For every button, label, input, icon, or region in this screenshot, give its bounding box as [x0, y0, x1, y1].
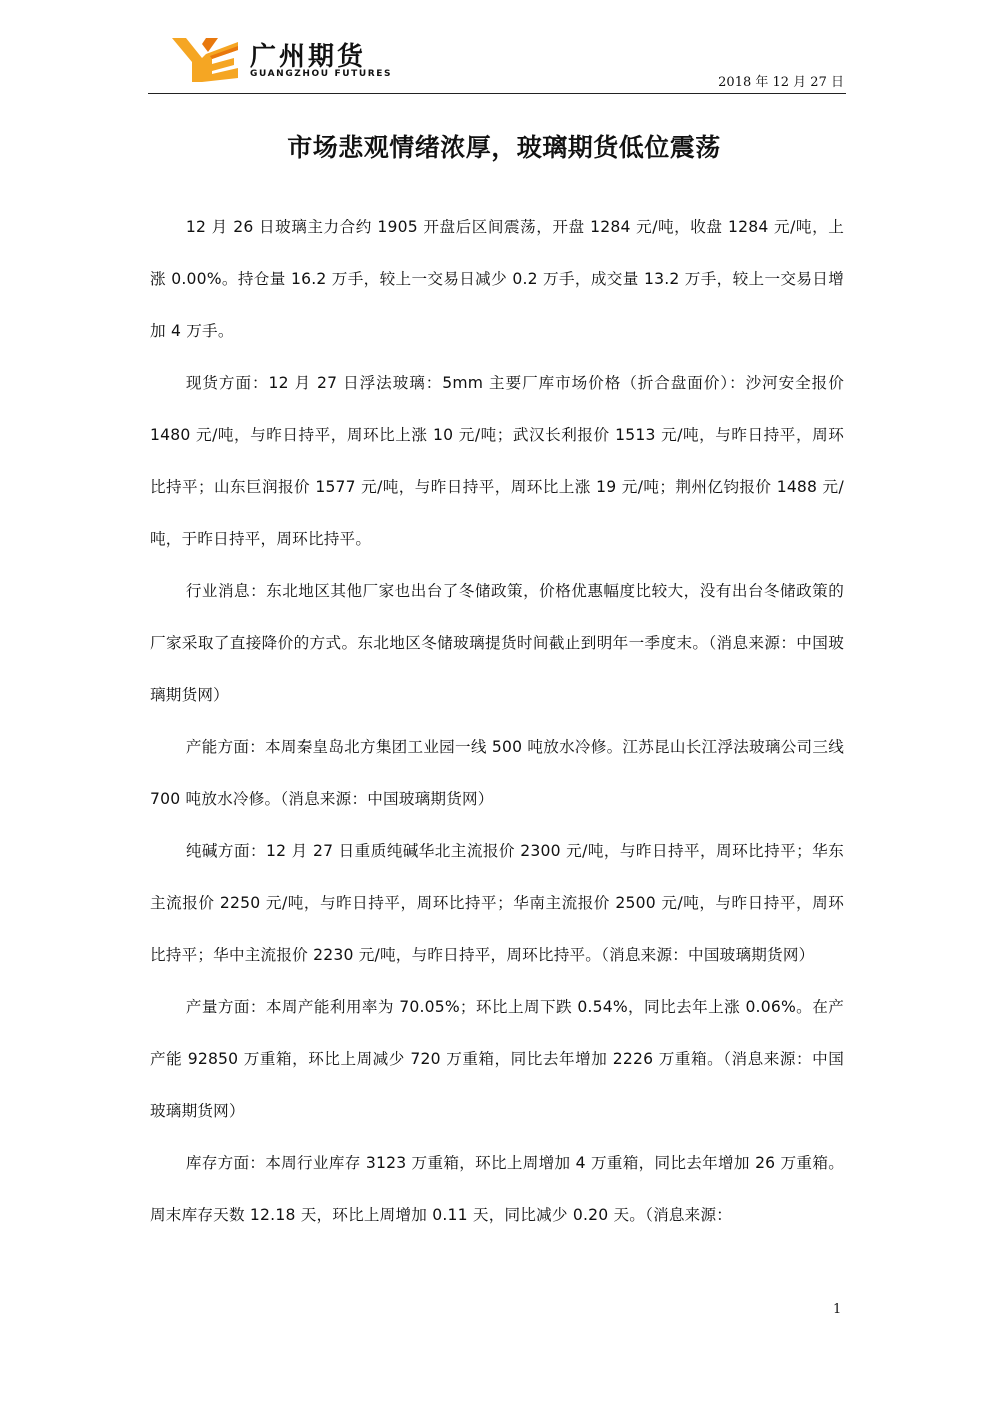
paragraph-soda-ash: 纯碱方面：12 月 27 日重质纯碱华北主流报价 2300 元/吨，与昨日持平，周环比持平；华东主流报价 2250 元/吨，与昨日持平，周环比持平；华南主流报价 2500 元/吨，与昨日持平，周环比持平；华中主流报价 2230 元/吨，与昨日持平，周环比持平。（消息来源：中国玻璃期货网） — [150, 842, 844, 964]
header-divider — [148, 93, 846, 94]
brand-name-chinese: 广州期货 — [250, 42, 367, 72]
paragraph-industry-news: 行业消息：东北地区其他厂家也出台了冬储政策，价格优惠幅度比较大，没有出台冬储政策的厂家采取了直接降价的方式。东北地区冬储玻璃提货时间截止到明年一季度末。（消息来源：中国玻璃期货网） — [150, 582, 844, 704]
paragraph-inventory: 库存方面：本周行业库存 3123 万重箱，环比上周增加 4 万重箱，同比去年增加 26 万重箱。周末库存天数 12.18 天，环比上周增加 0.11 天，同比减少 0.20 天。（消息来源： — [150, 1154, 844, 1224]
report-date: 2018 年 12 月 27 日 — [718, 75, 844, 90]
paragraph-capacity: 产能方面：本周秦皇岛北方集团工业园一线 500 吨放水冷修。江苏昆山长江浮法玻璃公司三线 700 吨放水冷修。（消息来源：中国玻璃期货网） — [150, 738, 844, 808]
guangzhou-futures-logo-icon — [172, 38, 238, 82]
paragraph-spot-prices: 现货方面：12 月 27 日浮法玻璃：5mm 主要厂库市场价格（折合盘面价）：沙河安全报价 1480 元/吨，与昨日持平，周环比上涨 10 元/吨；武汉长利报价 1513 元/吨，与昨日持平，周环比持平；山东巨润报价 1577 元/吨，与昨日持平，周环比上涨 19 元/吨；荆州亿钧报价 1488 元/吨，于昨日持平，周环比持平。 — [150, 374, 844, 548]
brand-name-english: GUANGZHOU FUTURES — [250, 69, 393, 79]
paragraph-output: 产量方面：本周产能利用率为 70.05%；环比上周下跌 0.54%，同比去年上涨 0.06%。在产产能 92850 万重箱，环比上周减少 720 万重箱，同比去年增加 2226 万重箱。（消息来源：中国玻璃期货网） — [150, 998, 844, 1120]
document-title: 市场悲观情绪浓厚，玻璃期货低位震荡 — [287, 133, 721, 162]
paragraph-market-summary: 12 月 26 日玻璃主力合约 1905 开盘后区间震荡，开盘 1284 元/吨，收盘 1284 元/吨，上涨 0.00%。持仓量 16.2 万手，较上一交易日减少 0.2 万手，成交量 13.2 万手，较上一交易日增加 4 万手。 — [150, 218, 844, 340]
page-header — [148, 34, 846, 94]
page-number: 1 — [833, 1302, 842, 1317]
document-body — [150, 201, 844, 1241]
